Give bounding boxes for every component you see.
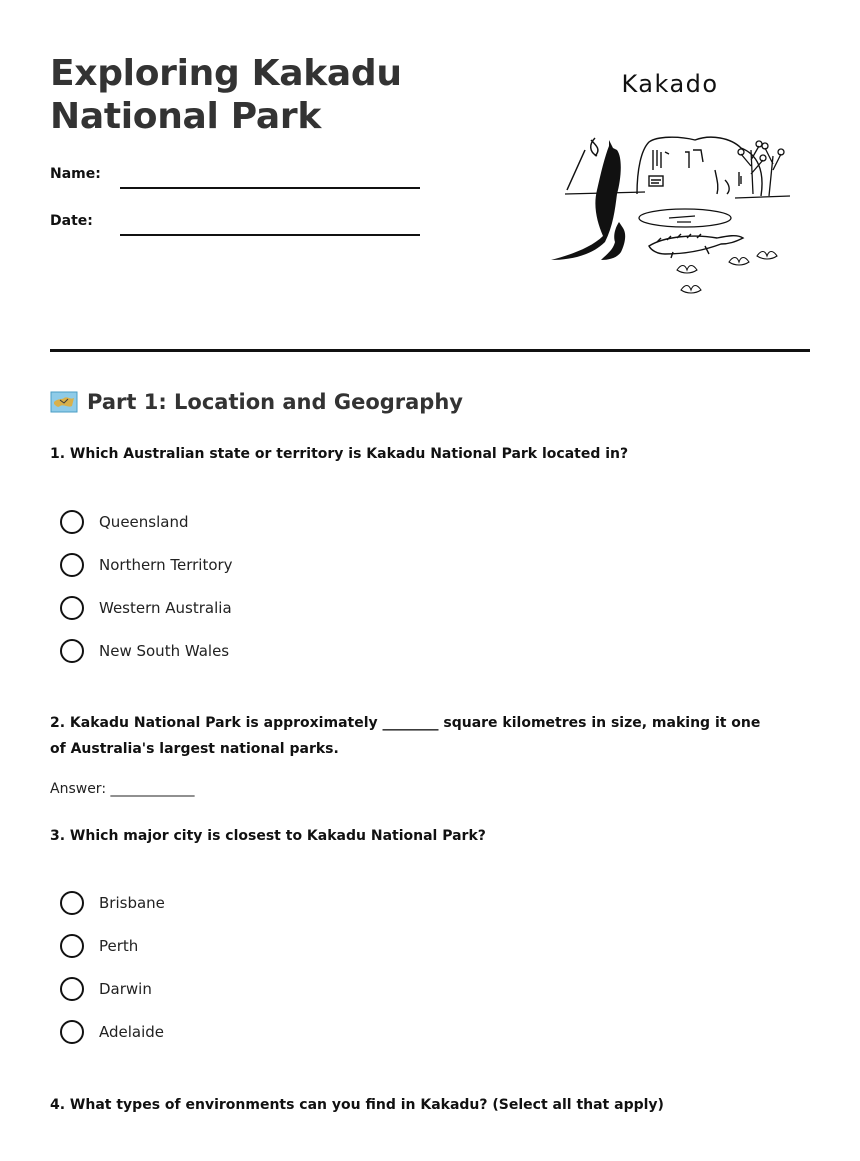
- title-line-1: Exploring Kakadu: [50, 53, 402, 94]
- title-line-2: National Park: [50, 96, 322, 137]
- radio-button[interactable]: [60, 510, 84, 534]
- option-label: Perth: [99, 937, 139, 955]
- radio-button[interactable]: [60, 934, 84, 958]
- radio-button[interactable]: [60, 977, 84, 1001]
- q3-option-brisbane[interactable]: [60, 890, 165, 916]
- question-1: 1. Which Australian state or territory is Kakadu National Park located in?: [50, 446, 629, 462]
- crocodile-icon: [649, 234, 743, 258]
- name-label: Name:: [50, 166, 101, 182]
- q1-option-new-south-wales[interactable]: [60, 638, 229, 664]
- radio-button[interactable]: [60, 639, 84, 663]
- kangaroo-icon: [551, 132, 621, 260]
- name-field[interactable]: [50, 166, 420, 190]
- q1-option-western-australia[interactable]: [60, 595, 232, 621]
- q3-option-darwin[interactable]: [60, 976, 152, 1002]
- radio-button[interactable]: [60, 1020, 84, 1044]
- section-title-part-1: [50, 390, 463, 414]
- question-2: 2. Kakadu National Park is approximately ________ square kilometres in size, making it one of Australia's largest national parks.: [50, 715, 761, 757]
- rock-art-symbol-icon: [567, 138, 598, 190]
- option-label: Queensland: [99, 513, 189, 531]
- illustration-title: Kakado: [621, 70, 719, 98]
- illustration-drawing: [545, 110, 795, 305]
- q3-option-perth[interactable]: [60, 933, 138, 959]
- q1-option-northern-territory[interactable]: [60, 552, 233, 578]
- q1-option-queensland[interactable]: [60, 509, 188, 535]
- option-label: Darwin: [99, 980, 152, 998]
- option-label: Northern Territory: [99, 556, 233, 574]
- option-label: Brisbane: [99, 894, 165, 912]
- question-4: 4. What types of environments can you find in Kakadu? (Select all that apply): [50, 1097, 664, 1113]
- option-label: Adelaide: [99, 1023, 165, 1041]
- kakadu-illustration: [545, 70, 795, 305]
- date-field[interactable]: [50, 213, 420, 237]
- radio-button[interactable]: [60, 553, 84, 577]
- date-line[interactable]: [120, 234, 420, 236]
- q2-answer-field[interactable]: Answer: ____________: [50, 781, 195, 797]
- option-label: Western Australia: [99, 599, 232, 617]
- question-3: 3. Which major city is closest to Kakadu National Park?: [50, 828, 486, 844]
- header-divider: [50, 349, 810, 352]
- rock-art-icon: [637, 137, 762, 196]
- date-label: Date:: [50, 213, 93, 229]
- radio-button[interactable]: [60, 891, 84, 915]
- option-label: New South Wales: [99, 642, 230, 660]
- page-title: [50, 52, 402, 138]
- name-line[interactable]: [120, 187, 420, 189]
- section-title-text: Part 1: Location and Geography: [87, 390, 463, 414]
- radio-button[interactable]: [60, 596, 84, 620]
- lotus-flower-icon: [677, 252, 777, 294]
- map-icon: [50, 390, 78, 414]
- q3-option-adelaide[interactable]: [60, 1019, 164, 1045]
